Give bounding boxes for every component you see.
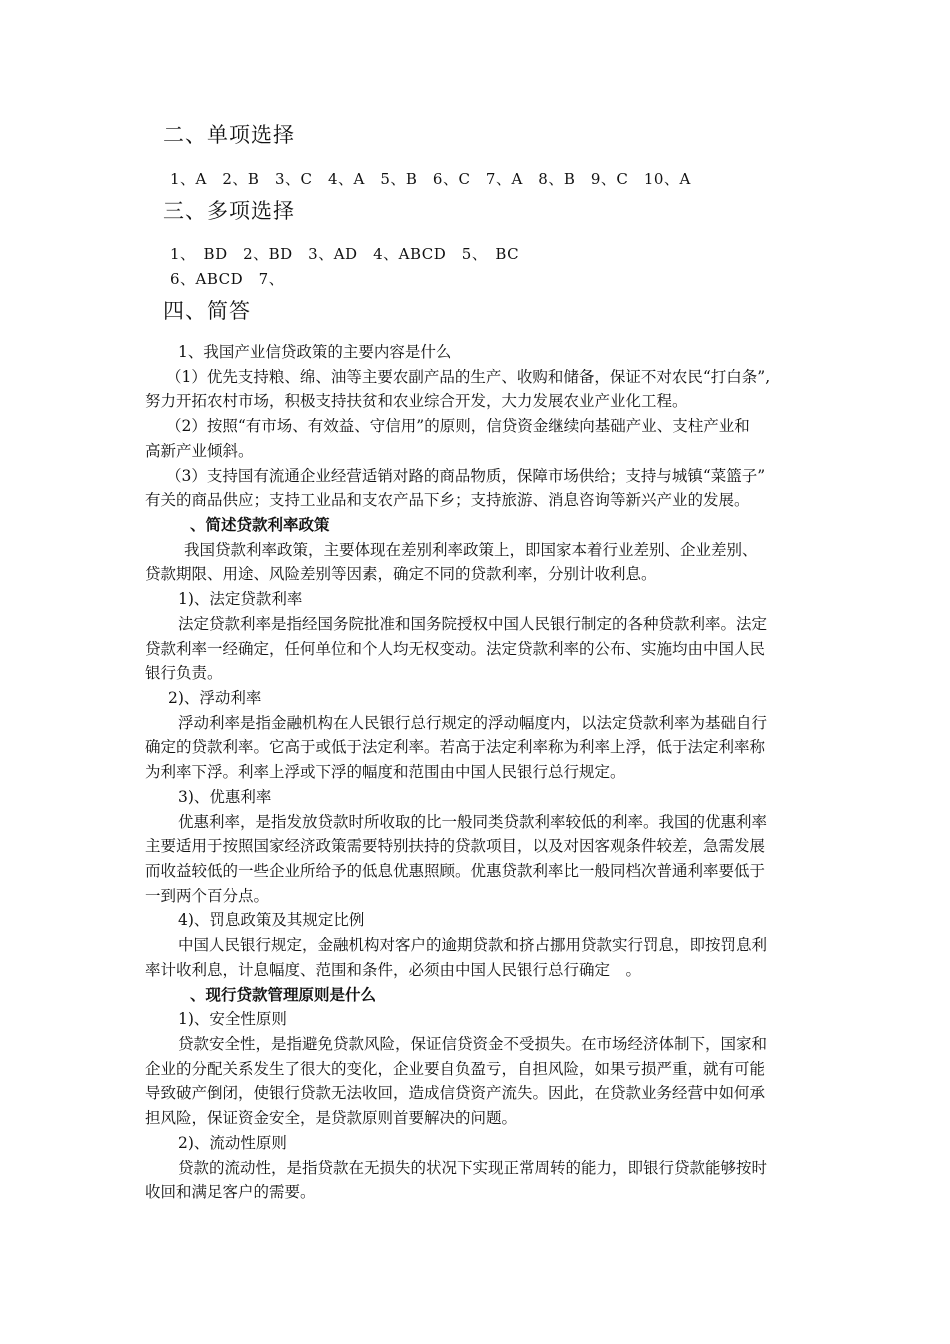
paragraph-line: 贷款期限、用途、风险差别等因素，确定不同的贷款利率，分别计收利息。 (145, 565, 657, 583)
paragraph-line: 贷款利率一经确定，任何单位和个人均无权变动。法定贷款利率的公布、实施均由中国人民 (145, 640, 766, 658)
paragraph-line: 有关的商品供应；支持工业品和支农产品下乡；支持旅游、消息咨询等新兴产业的发展。 (145, 491, 750, 509)
sub-heading: 1)、安全性原则 (178, 1010, 287, 1028)
paragraph-line: 确定的贷款利率。它高于或低于法定利率。若高于法定利率称为利率上浮，低于法定利率称 (145, 738, 766, 756)
paragraph-line: 为利率下浮。利率上浮或下浮的幅度和范围由中国人民银行总行规定。 (145, 763, 626, 781)
paragraph-line: 法定贷款利率是指经国务院批准和国务院授权中国人民银行制定的各种贷款利率。法定 (178, 615, 768, 633)
paragraph-line: 努力开拓农村市场，积极支持扶贫和农业综合开发，大力发展农业产业化工程。 (145, 392, 688, 410)
paragraph-line: 优惠利率，是指发放贷款时所收取的比一般同类贷款利率较低的利率。我国的优惠利率 (178, 813, 768, 831)
sub-heading: 3)、优惠利率 (178, 788, 272, 806)
paragraph-line: 担风险，保证资金安全，是贷款原则首要解决的问题。 (145, 1109, 518, 1127)
paragraph-line: 我国贷款利率政策，主要体现在差别利率政策上，即国家本着行业差别、企业差别、 (184, 541, 758, 559)
paragraph-line: 贷款安全性，是指避免贷款风险，保证信贷资金不受损失。在市场经济体制下，国家和 (178, 1035, 768, 1053)
sub-heading: 2)、浮动利率 (168, 689, 262, 707)
paragraph-line: 一到两个百分点。 (145, 887, 270, 905)
paragraph-line: 率计收利息，计息幅度、范围和条件，必须由中国人民银行总行确定 。 (145, 961, 642, 979)
question-heading: 、现行贷款管理原则是什么 (190, 985, 377, 1004)
paragraph-line: 高新产业倾斜。 (145, 442, 254, 460)
section-heading-short-answer: 四、简答 (163, 299, 251, 323)
paragraph-line: （1）优先支持粮、绵、油等主要农副产品的生产、收购和储备，保证不对农民“打白条”, (166, 368, 771, 386)
question-heading: 1、我国产业信贷政策的主要内容是什么 (178, 343, 452, 361)
multiple-choice-answers-line-2: 6、ABCD 7、 (170, 270, 285, 288)
paragraph-line: 浮动利率是指金融机构在人民银行总行规定的浮动幅度内，以法定贷款利率为基础自行 (178, 714, 768, 732)
question-heading: 、简述贷款利率政策 (190, 515, 330, 534)
sub-heading: 1)、法定贷款利率 (178, 590, 303, 608)
paragraph-line: 企业的分配关系发生了很大的变化，企业要自负盈亏，自担风险，如果亏损严重，就有可能 (145, 1060, 766, 1078)
section-heading-multiple-choice: 三、多项选择 (163, 199, 295, 223)
paragraph-line: （2）按照“有市场、有效益、守信用”的原则，信贷资金继续向基础产业、支柱产业和 (166, 417, 750, 435)
single-choice-answers: 1、A 2、B 3、C 4、A 5、B 6、C 7、A 8、B 9、C 10、A (170, 170, 691, 188)
paragraph-line: （3）支持国有流通企业经营适销对路的商品物质，保障市场供给；支持与城镇“菜篮子” (166, 467, 766, 485)
section-heading-single-choice: 二、单项选择 (163, 123, 295, 147)
paragraph-line: 贷款的流动性，是指贷款在无损失的状况下实现正常周转的能力，即银行贷款能够按时 (178, 1159, 768, 1177)
sub-heading: 2)、流动性原则 (178, 1134, 287, 1152)
paragraph-line: 而收益较低的一些企业所给予的低息优惠照顾。优惠贷款利率比一般同档次普通利率要低于 (145, 862, 766, 880)
paragraph-line: 银行负责。 (145, 664, 223, 682)
multiple-choice-answers-line-1: 1、 BD 2、BD 3、AD 4、ABCD 5、 BC (170, 245, 520, 263)
paragraph-line: 主要适用于按照国家经济政策需要特别扶持的贷款项目，以及对因客观条件较差，急需发展 (145, 837, 766, 855)
sub-heading: 4)、罚息政策及其规定比例 (178, 911, 365, 929)
paragraph-line: 导致破产倒闭，使银行贷款无法收回，造成信贷资产流失。因此，在贷款业务经营中如何承 (145, 1084, 766, 1102)
paragraph-line: 中国人民银行规定，金融机构对客户的逾期贷款和挤占挪用贷款实行罚息，即按罚息利 (178, 936, 768, 954)
paragraph-line: 收回和满足客户的需要。 (145, 1183, 316, 1201)
